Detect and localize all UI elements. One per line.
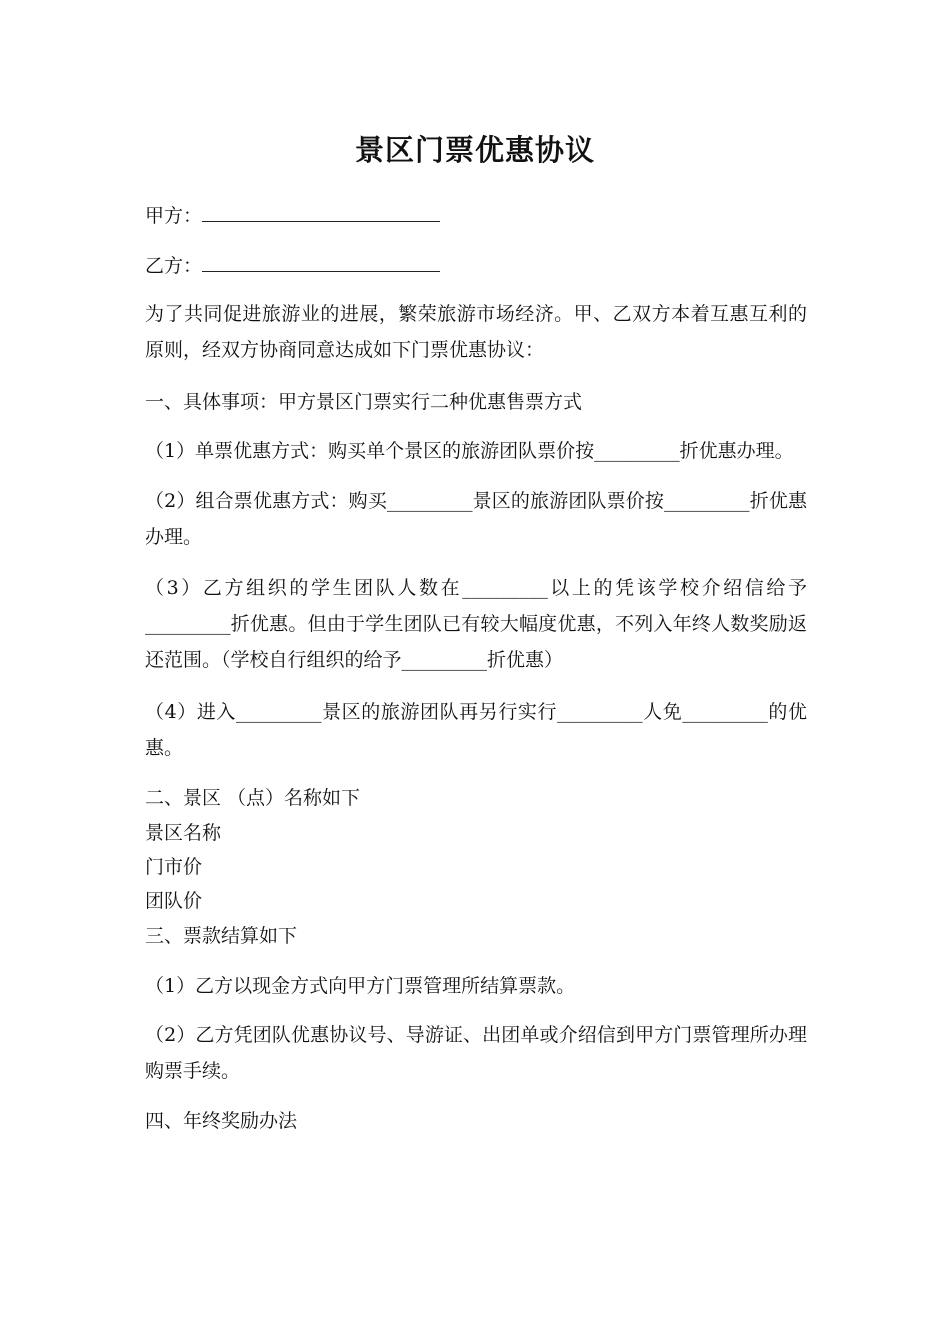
party-b-blank — [202, 253, 440, 272]
document-title: 景区门票优惠协议 — [354, 133, 595, 167]
party-b-line — [145, 248, 815, 284]
party-b-label: 乙方： — [145, 255, 203, 277]
settle-2-paragraph: （2）乙方凭团队优惠协议号、导游证、出团单或介绍信到甲方门票管理所办理购票手续。 — [145, 1024, 807, 1082]
group-price-label: 团队价 — [145, 890, 203, 912]
item-3-paragraph: （3）乙方组织的学生团队人数在_________以上的凭该学校介绍信给予_________折优惠。但由于学生团队已有较大幅度优惠，不列入年终人数奖励返还范围。（学校自行组织的给予_________折优惠） — [145, 577, 807, 671]
party-a-line — [145, 198, 815, 234]
section-3-heading: 三、票款结算如下 — [145, 925, 298, 947]
intro-paragraph: 为了共同促进旅游业的进展，繁荣旅游市场经济。甲、乙双方本着互惠互利的原则，经双方协商同意达成如下门票优惠协议： — [145, 303, 807, 361]
item-2-paragraph: （2）组合票优惠方式：购买_________景区的旅游团队票价按_________折优惠办理。 — [145, 490, 807, 548]
scenic-name-label: 景区名称 — [145, 822, 222, 844]
item-4-paragraph: （4）进入_________景区的旅游团队再另行实行_________人免_________的优惠。 — [145, 701, 807, 759]
item-1-paragraph: （1）单票优惠方式：购买单个景区的旅游团队票价按_________折优惠办理。 — [145, 440, 794, 462]
section-4-heading: 四、年终奖励办法 — [145, 1110, 298, 1132]
party-a-blank — [202, 203, 440, 222]
section-1-heading: 一、具体事项：甲方景区门票实行二种优惠售票方式 — [145, 391, 583, 413]
settle-1-paragraph: （1）乙方以现金方式向甲方门票管理所结算票款。 — [145, 975, 576, 997]
section-2-heading: 二、景区 （点）名称如下 — [145, 787, 361, 809]
party-a-label: 甲方： — [145, 205, 203, 227]
gate-price-label: 门市价 — [145, 856, 203, 878]
